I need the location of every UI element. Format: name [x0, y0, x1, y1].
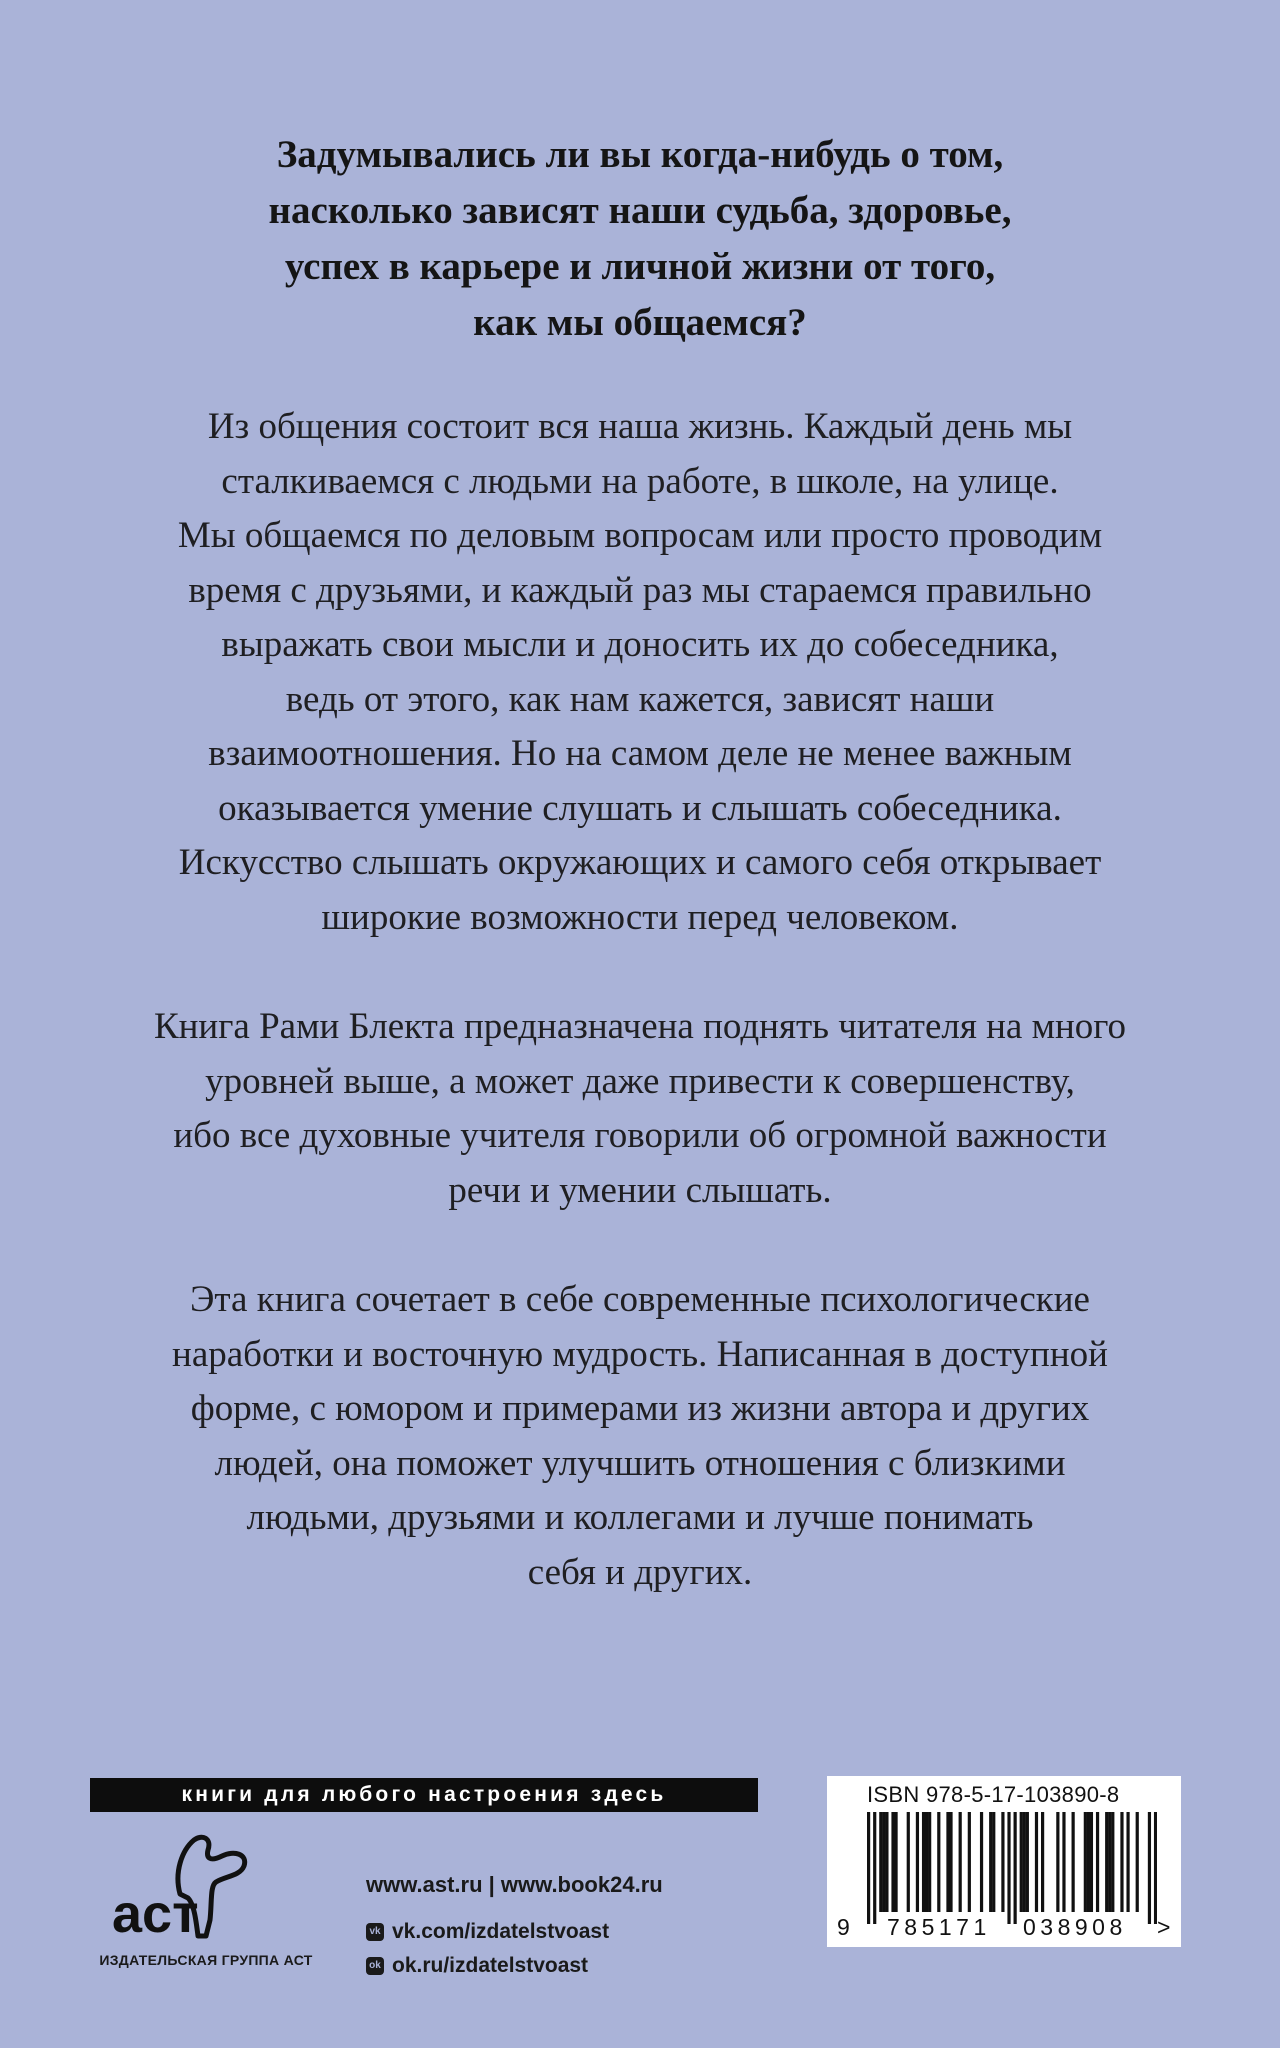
barcode-bar — [882, 1812, 885, 1912]
website-links[interactable]: www.ast.ru | www.book24.ru — [366, 1872, 663, 1897]
slogan-banner: книги для любого настроения здесь — [90, 1778, 758, 1812]
barcode-bar — [1154, 1812, 1157, 1924]
barcode-bar — [1084, 1812, 1087, 1912]
barcode-bar — [949, 1812, 952, 1912]
text-line: себя и других. — [527, 1551, 753, 1593]
text-line: речи и умении слышать. — [448, 1169, 832, 1211]
paragraph-communication — [40, 400, 1240, 945]
text-line: людей, она поможет улучшить отношения с близкими — [214, 1442, 1066, 1484]
barcode-bar — [907, 1812, 910, 1912]
barcode-bar — [867, 1812, 870, 1924]
barcode-bar — [980, 1812, 983, 1912]
publisher-name: ИЗДАТЕЛЬСКАЯ ГРУППА АСТ — [99, 1952, 313, 1968]
lead-line: насколько зависят наши судьба, здоровье, — [268, 189, 1012, 232]
barcode-bar — [1001, 1812, 1004, 1912]
text-line: время с друзьями, и каждый раз мы стараемся правильно — [188, 569, 1092, 611]
text-line: Искусство слышать окружающих и самого себя открывает — [178, 842, 1102, 883]
text-line: людьми, друзьями и коллегами и лучше понимать — [246, 1497, 1034, 1538]
barcode-bar — [1026, 1812, 1029, 1912]
text-line: взаимоотношения. Но на самом деле не менее важным — [208, 733, 1072, 774]
text-line: наработки и восточную мудрость. Написанная в доступной — [172, 1333, 1108, 1375]
logo-text: аст — [112, 1884, 199, 1942]
text-line: уровней выше, а может даже привести к совершенству, — [205, 1060, 1075, 1102]
text-line: форме, с юмором и примерами из жизни автора и других — [190, 1388, 1090, 1429]
vk-link-text: vk.com/izdatelstvoast — [392, 1920, 610, 1943]
publisher-links — [366, 1872, 663, 1978]
barcode-bar — [922, 1812, 925, 1912]
lead-question — [90, 127, 1190, 351]
isbn-number: ISBN 978-5-17-103890-8 — [867, 1782, 1120, 1807]
barcode-bar — [1148, 1812, 1151, 1924]
barcode-bar — [1072, 1812, 1075, 1912]
barcode-bar — [879, 1812, 882, 1912]
barcode-bar — [989, 1812, 992, 1912]
text-line: выражать свои мысли и доносить их до собеседника, — [221, 624, 1059, 665]
barcode-bar — [1136, 1812, 1139, 1912]
barcode-bar — [894, 1812, 897, 1912]
barcode-bar — [1041, 1812, 1044, 1912]
lead-line: успех в карьере и личной жизни от того, — [284, 245, 996, 288]
barcode-bar — [873, 1812, 876, 1924]
barcode-bar — [1062, 1812, 1065, 1912]
lead-line: Задумывались ли вы когда-нибудь о том, — [276, 133, 1004, 176]
barcode-bar — [1007, 1812, 1010, 1924]
barcode-panel — [827, 1776, 1181, 1947]
paragraph-book-purpose — [40, 1000, 1240, 1218]
ean-quiet-mark: > — [1157, 1914, 1171, 1940]
ok-icon: ok — [366, 1957, 384, 1975]
ean-right-group: 038908 — [1023, 1914, 1127, 1940]
barcode-bar — [1035, 1812, 1038, 1912]
barcode-bar — [959, 1812, 962, 1912]
text-line: Эта книга сочетает в себе современные психологические — [190, 1279, 1090, 1320]
vk-icon: vk — [366, 1923, 384, 1941]
barcode-bar — [1120, 1812, 1123, 1912]
barcode-bar — [916, 1812, 919, 1912]
barcode-bar — [1087, 1812, 1090, 1912]
barcode-bar — [1014, 1812, 1017, 1924]
ok-link[interactable] — [366, 1954, 663, 1978]
lead-line: как мы общаемся? — [473, 301, 807, 344]
barcode-bar — [992, 1812, 995, 1912]
barcode-bar — [946, 1812, 949, 1912]
barcode-bar — [1105, 1812, 1108, 1912]
barcode-bar — [1090, 1812, 1093, 1912]
text-line: широкие возможности перед человеком. — [321, 896, 959, 938]
text-line: Из общения состоит вся наша жизнь. Каждый день мы — [207, 406, 1073, 447]
ok-link-text: ok.ru/izdatelstvoast — [392, 1954, 589, 1977]
text-line: сталкиваемся с людьми на работе, в школе, на улице. — [221, 460, 1059, 502]
barcode-bar — [1108, 1812, 1111, 1912]
barcode-bar — [1096, 1812, 1099, 1912]
vk-link[interactable] — [366, 1920, 663, 1944]
barcode-bar — [1020, 1812, 1023, 1912]
barcode-bar — [968, 1812, 971, 1912]
text-line: Мы общаемся по деловым вопросам или просто проводим — [177, 515, 1103, 556]
text-line: ведь от этого, как нам кажется, зависят наши — [285, 678, 995, 720]
text-line: оказывается умение слушать и слышать собеседника. — [218, 787, 1062, 829]
barcode-bar — [1111, 1812, 1114, 1912]
barcode-bar — [885, 1812, 888, 1912]
barcode-bar — [925, 1812, 928, 1912]
barcode-bar — [1056, 1812, 1059, 1912]
ast-logo-icon — [110, 1832, 260, 1942]
text-line: ибо все духовные учителя говорили об огромной важности — [173, 1115, 1107, 1156]
paragraph-book-description — [40, 1273, 1240, 1600]
barcode-bar — [1126, 1812, 1129, 1912]
barcode-bar — [937, 1812, 940, 1912]
ean-left-group: 785171 — [887, 1914, 991, 1940]
barcode-bar — [928, 1812, 931, 1912]
ean-first-digit: 9 — [837, 1914, 850, 1940]
barcode-bar — [891, 1812, 894, 1912]
ean-barcode — [867, 1812, 1157, 1924]
barcode-bar — [1023, 1812, 1026, 1912]
text-line: Книга Рами Блекта предназначена поднять читателя на много — [153, 1006, 1127, 1047]
